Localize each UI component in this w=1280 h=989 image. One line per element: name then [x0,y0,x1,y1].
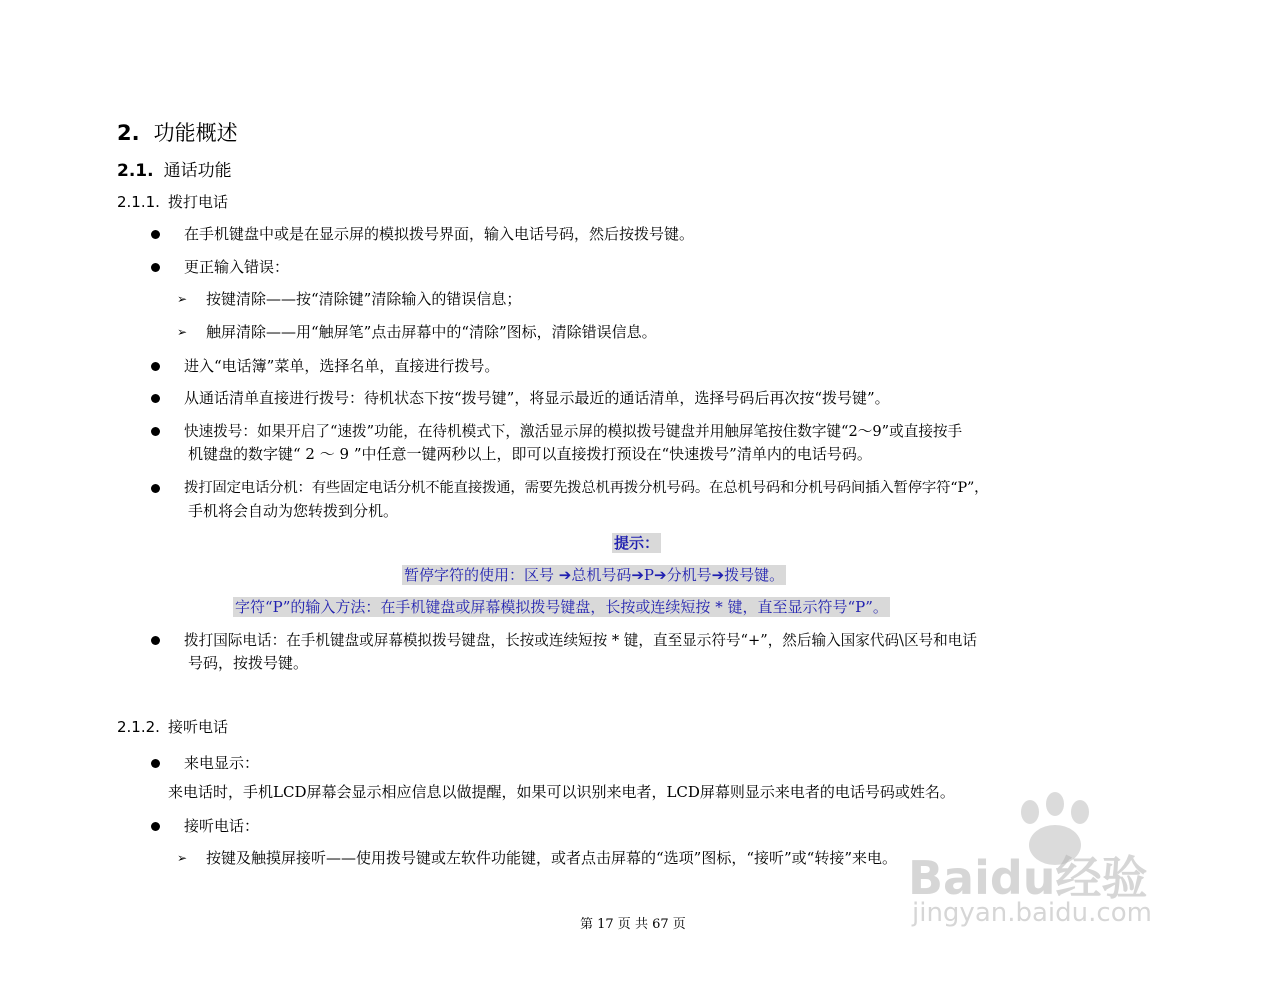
sub2-title: 接听电话 [167,718,228,736]
section-number: 2. [117,121,140,145]
watermark-url: jingyan.baidu.com [912,898,1152,928]
list-item: 来电显示： [184,754,260,772]
bullet-dot [151,362,160,371]
bullet-dot [151,822,160,831]
tip-line: 暂停字符的使用：区号 ➔总机号码➔P➔分机号➔拨号键。 [404,566,785,584]
subsection-number: 2.1. [117,161,154,181]
watermark-logo: Baidu经验 [908,851,1148,905]
sub1-number: 2.1.1. [117,193,160,211]
sub2-number: 2.1.2. [117,718,160,736]
list-item: 接听电话： [184,817,260,835]
list-item-cont: 号码，按拨号键。 [188,654,309,672]
bullet-dot [151,263,160,272]
bullet-dot [151,230,160,239]
bullet-dot [151,759,160,768]
list-subitem: 触屏清除——用“触屏笔”点击屏幕中的“清除”图标，清除错误信息。 [206,323,657,341]
section-heading [117,117,238,147]
list-item: 拨打国际电话：在手机键盘或屏幕模拟拨号键盘，长按或连续短按 * 键，直至显示符号“+”，然后输入国家代码\区号和电话 [184,632,977,649]
paragraph: 来电话时，手机LCD屏幕会显示相应信息以做提醒，如果可以识别来电者，LCD屏幕则显示来电者的电话号码或姓名。 [168,783,955,801]
list-item: 更正输入错误： [184,258,290,276]
arrow-bullet-icon: ➢ [177,325,188,339]
tip-title: 提示： [614,534,660,552]
sub1-heading [117,191,228,212]
page-footer: 第 17 页 共 67 页 [580,917,686,932]
subsection-title: 通话功能 [163,161,232,181]
arrow-bullet-icon: ➢ [177,851,188,865]
list-item-cont: 机键盘的数字键“ 2 ～ 9 ”中任意一键两秒以上，即可以直接拨打预设在“快速拨号”清单内的电话号码。 [188,445,872,463]
tip-line: 字符“P”的输入方法：在手机键盘或屏幕模拟拨号键盘，长按或连续短按 * 键，直至显示符号“P”。 [235,598,888,616]
list-item-cont: 手机将会自动为您转拨到分机。 [188,502,399,520]
sub2-heading [117,716,228,737]
subsection-heading [117,156,232,181]
bullet-dot [151,636,160,645]
list-item: 从通话清单直接进行拨号：待机状态下按“拨号键”，将显示最近的通话清单，选择号码后再次按“拨号键”。 [184,389,890,407]
list-subitem: 按键清除——按“清除键”清除输入的错误信息； [206,290,522,308]
list-item: 快速拨号：如果开启了“速拨”功能，在待机模式下，激活显示屏的模拟拨号键盘并用触屏笔按住数字键“2～9”或直接按手 [184,423,963,440]
list-item: 拨打固定电话分机：有些固定电话分机不能直接拨通，需要先拨总机再拨分机号码。在总机号码和分机号码间插入暂停字符“P”， [184,480,989,496]
list-item: 在手机键盘中或是在显示屏的模拟拨号界面，输入电话号码，然后按拨号键。 [184,225,695,243]
list-subitem: 按键及触摸屏接听——使用拨号键或左软件功能键，或者点击屏幕的“选项”图标，“接听”或“转接”来电。 [206,849,898,867]
list-item: 进入“电话簿”菜单，选择名单，直接进行拨号。 [184,357,500,375]
arrow-bullet-icon: ➢ [177,292,188,306]
bullet-dot [151,427,160,436]
sub1-title: 拨打电话 [167,193,228,211]
bullet-dot [151,484,160,493]
bullet-dot [151,394,160,403]
section-title: 功能概述 [153,121,238,145]
